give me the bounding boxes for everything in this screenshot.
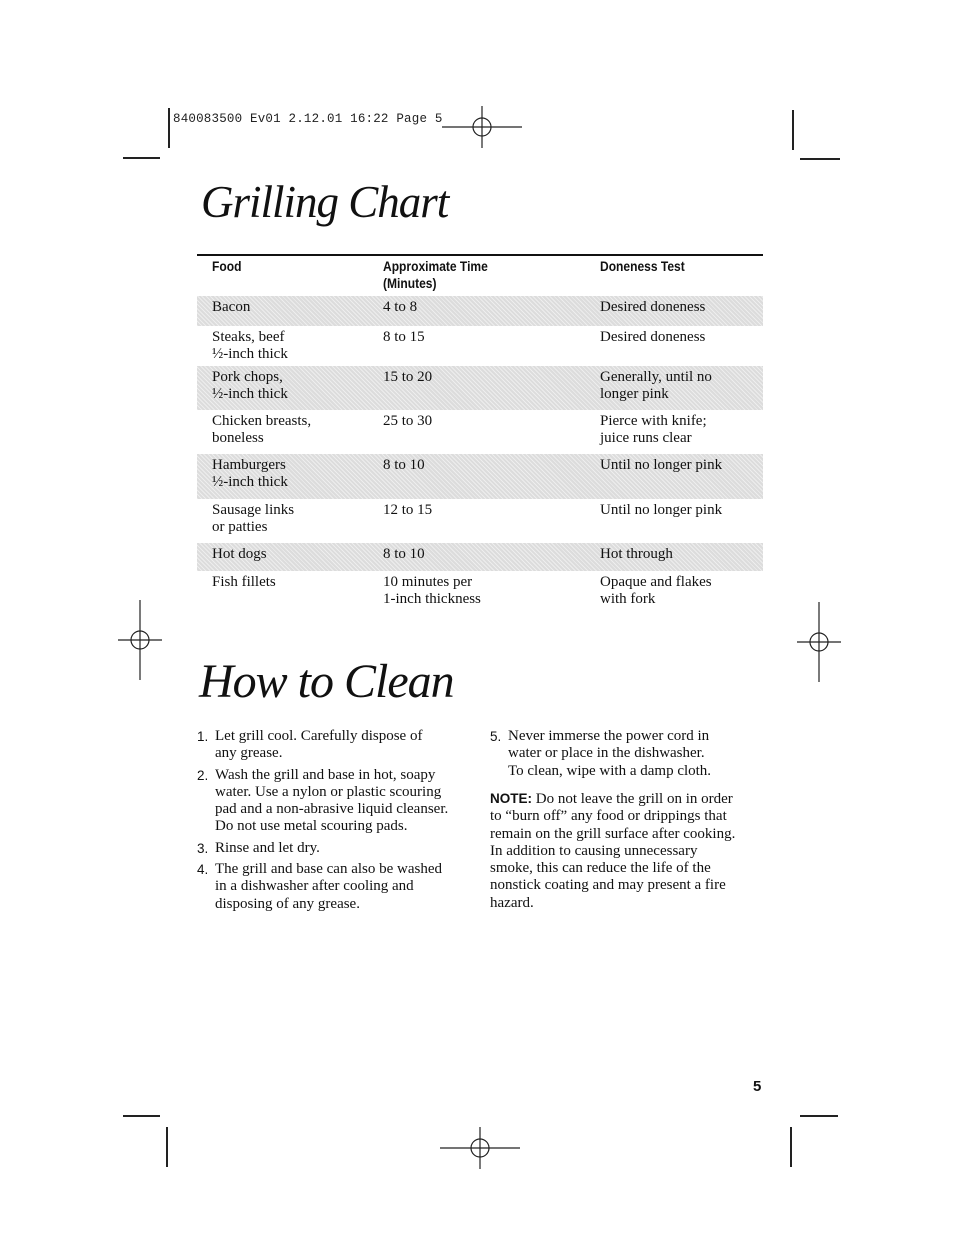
- header-time-line2: (Minutes): [383, 275, 437, 291]
- cell-line: boneless: [212, 430, 264, 446]
- cleaning-steps-right: [490, 728, 765, 784]
- cell-line: ½-inch thick: [212, 346, 288, 362]
- food-cell: [212, 299, 250, 316]
- note-line: to “burn off” any food or drippings that: [490, 808, 727, 825]
- note-line: smoke, this can reduce the life of the: [490, 860, 711, 877]
- time-cell: [383, 329, 425, 346]
- table-body: [197, 296, 763, 611]
- time-cell: [383, 413, 432, 430]
- crop-mark: [800, 1115, 838, 1117]
- table-row: [197, 296, 763, 326]
- cell-line: 8 to 10: [383, 457, 425, 473]
- cell-line: juice runs clear: [600, 430, 692, 446]
- step-line: Rinse and let dry.: [215, 839, 320, 856]
- step-line: Wash the grill and base in hot, soapy: [215, 766, 436, 783]
- food-cell: [212, 329, 288, 363]
- cell-line: 8 to 15: [383, 329, 425, 345]
- cell-line: 10 minutes per: [383, 574, 473, 590]
- registration-mark-icon: [118, 600, 162, 680]
- cell-line: 8 to 10: [383, 546, 425, 562]
- food-cell: [212, 546, 267, 563]
- list-item: [197, 767, 475, 836]
- crop-mark: [166, 1127, 168, 1167]
- step-number: 5.: [490, 729, 502, 744]
- cell-line: Until no longer pink: [600, 457, 723, 473]
- cell-line: Steaks, beef: [212, 329, 285, 345]
- step-line: water. Use a nylon or plastic scouring: [215, 783, 442, 800]
- table-row: [197, 499, 763, 543]
- note-line: In addition to causing unnecessary: [490, 842, 698, 859]
- step-line: Let grill cool. Carefully dispose of: [215, 728, 423, 744]
- cell-line: 12 to 15: [383, 502, 433, 518]
- crop-mark: [800, 158, 840, 160]
- list-item: [490, 728, 765, 780]
- step-number: 2.: [197, 767, 209, 783]
- step-line: any grease.: [215, 745, 283, 762]
- page-number: 5: [753, 1078, 762, 1095]
- time-cell: [383, 546, 425, 563]
- food-cell: [212, 574, 276, 591]
- registration-mark-icon: [797, 602, 841, 682]
- registration-mark-icon: [440, 1127, 520, 1169]
- note-paragraph: [490, 790, 765, 912]
- step-number: 3.: [197, 840, 209, 856]
- time-cell: [383, 574, 481, 608]
- step-line: water or place in the dishwasher.: [508, 745, 705, 762]
- time-cell: [383, 299, 417, 316]
- table-row: [197, 366, 763, 410]
- list-item: [197, 840, 475, 857]
- doneness-cell: [600, 413, 707, 447]
- crop-mark: [168, 108, 170, 148]
- doneness-cell: [600, 457, 722, 474]
- step-line: The grill and base can also be washed: [215, 861, 442, 878]
- step-line: in a dishwasher after cooling and: [215, 878, 414, 895]
- cell-line: or patties: [212, 519, 268, 535]
- cell-line: Hot through: [600, 546, 673, 562]
- note-line: Do not leave the grill on in order: [532, 791, 733, 807]
- note-line: nonstick coating and may present a fire: [490, 877, 726, 894]
- cell-line: Pork chops,: [212, 369, 283, 385]
- food-cell: [212, 502, 294, 536]
- step-line: Never immerse the power cord in: [508, 728, 710, 744]
- food-cell: [212, 457, 288, 491]
- crop-mark: [792, 110, 794, 150]
- list-item: [197, 861, 475, 913]
- table-row: [197, 326, 763, 366]
- cell-line: 15 to 20: [383, 369, 433, 385]
- time-cell: [383, 457, 425, 474]
- step-line: To clean, wipe with a damp cloth.: [508, 762, 712, 779]
- cell-line: Hamburgers: [212, 457, 286, 473]
- time-cell: [383, 502, 432, 519]
- step-line: disposing of any grease.: [215, 895, 360, 912]
- step-number: 1.: [197, 729, 209, 744]
- cell-line: 1-inch thickness: [383, 591, 481, 607]
- food-cell: [212, 413, 311, 447]
- crop-mark: [123, 157, 160, 159]
- registration-mark-icon: [442, 106, 522, 148]
- food-cell: [212, 369, 288, 403]
- step-line: pad and a non-abrasive liquid cleanser.: [215, 801, 449, 818]
- doneness-cell: [600, 574, 712, 608]
- note-label: NOTE:: [490, 791, 532, 806]
- cell-line: Until no longer pink: [600, 502, 723, 518]
- how-to-clean-title: How to Clean: [199, 655, 454, 708]
- cell-line: longer pink: [600, 386, 669, 402]
- crop-mark: [123, 1115, 160, 1117]
- doneness-cell: [600, 502, 722, 519]
- cell-line: 4 to 8: [383, 299, 418, 315]
- cell-line: Desired doneness: [600, 299, 706, 315]
- table-row: [197, 410, 763, 454]
- doneness-cell: [600, 299, 705, 316]
- table-row: [197, 571, 763, 611]
- cell-line: Chicken breasts,: [212, 413, 312, 429]
- doneness-cell: [600, 546, 673, 563]
- step-number: 4.: [197, 862, 209, 878]
- cell-line: Generally, until no: [600, 369, 712, 385]
- header-food: Food: [212, 258, 242, 274]
- cell-line: Opaque and flakes: [600, 574, 712, 590]
- cleaning-steps-left: [197, 728, 475, 917]
- cell-line: 25 to 30: [383, 413, 433, 429]
- list-item: [197, 728, 475, 763]
- cell-line: ½-inch thick: [212, 474, 288, 490]
- cell-line: Fish fillets: [212, 574, 276, 590]
- note-text: [490, 791, 735, 911]
- crop-mark: [790, 1127, 792, 1167]
- grilling-chart-title: Grilling Chart: [201, 177, 449, 227]
- cell-line: Bacon: [212, 299, 251, 315]
- table-header: [197, 256, 763, 296]
- print-slug: 840083500 Ev01 2.12.01 16:22 Page 5: [173, 112, 443, 126]
- header-time-line1: Approximate Time: [383, 258, 488, 274]
- cell-line: Hot dogs: [212, 546, 267, 562]
- cell-line: with fork: [600, 591, 656, 607]
- cell-line: Sausage links: [212, 502, 295, 518]
- grilling-table: [197, 254, 763, 611]
- time-cell: [383, 369, 432, 386]
- header-test: Doneness Test: [600, 258, 685, 274]
- cell-line: ½-inch thick: [212, 386, 288, 402]
- note-line: remain on the grill surface after cooking.: [490, 825, 736, 842]
- header-time: [383, 258, 488, 292]
- step-line: Do not use metal scouring pads.: [215, 818, 408, 835]
- doneness-cell: [600, 329, 705, 346]
- cell-line: Pierce with knife;: [600, 413, 707, 429]
- table-row: [197, 454, 763, 499]
- note-line: hazard.: [490, 894, 534, 911]
- doneness-cell: [600, 369, 712, 403]
- table-row: [197, 543, 763, 571]
- cell-line: Desired doneness: [600, 329, 706, 345]
